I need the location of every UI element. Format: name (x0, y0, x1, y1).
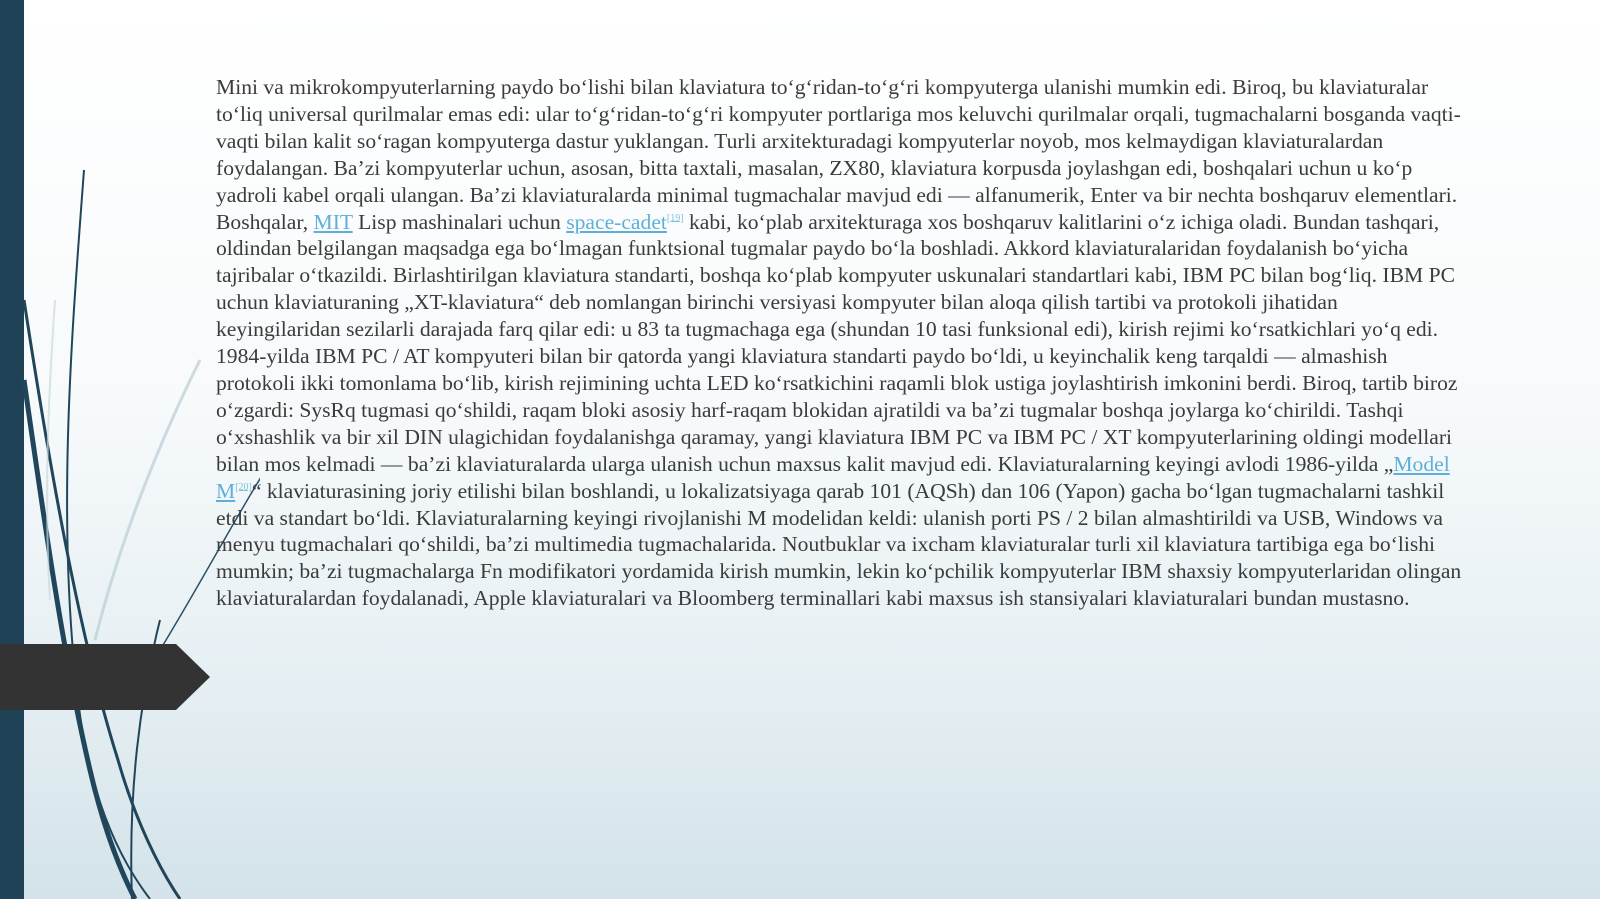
hyperlink[interactable]: Model M (216, 451, 1450, 503)
text-run: Mini va mikrokompyuterlarning paydo bo‘lishi bilan klaviatura to‘g‘ridan-to‘g‘ri kompyuterga ulanishi mumkin edi. Biroq, bu klaviaturalar to‘liq universal qurilmalar emas edi: ular to‘g‘ridan-to‘g‘ri kompyuter portlariga mos keluvchi qurilmalar orqali, tugmachalarni bosganda vaqti-vaqti bilan kalit so‘ragan kompyuterga dastur yuklangan. Turli arxitekturadagi kompyuterlar noyob, mos kelmaydigan klaviaturalardan foydalangan. Ba’zi kompyuterlar uchun, asosan, bitta taxtali, masalan, ZX80, klaviatura korpusda joylashgan edi, boshqalari uchun u ko‘p yadroli kabel orqali ulangan. Ba’zi klaviaturalarda minimal tugmachalar mavjud edi — alfanumerik, Enter va bir nechta boshqaruv elementlari. Boshqalar, (216, 75, 1461, 234)
text-run: Lisp mashinalari uchun (352, 209, 567, 234)
arrow-shape (0, 644, 210, 710)
reference-marker[interactable]: [20] (235, 481, 252, 493)
slide-body-text (216, 74, 1466, 612)
reference-marker[interactable]: [19] (666, 212, 684, 224)
text-run: “ klaviaturasining joriy etilishi bilan boshlandi, u lokalizatsiyaga qarab 101 (AQSh) dan 106 (Yapon) gacha bo‘lgan tugmachalarni tashkil etdi va standart bo‘ldi. Klaviaturalarning keyingi rivojlanishi M modelidan keldi: ulanish porti PS / 2 bilan almashtirildi va USB, Windows va menyu tugmachalari qo‘shildi, ba’zi multimedia tugmachalarida. Noutbuklar va ixcham klaviaturalar turli xil klaviatura tartibiga ega bo‘lishi mumkin; ba’zi tugmachalarga Fn modifikatori yordamida kirish mumkin, lekin ko‘pchilik kompyuterlar IBM shaxsiy kompyuterlaridan olingan klaviaturalardan foydalanadi, Apple klaviaturalari va Bloomberg terminallari kabi maxsus ish stansiyalari klaviaturalari bundan mustasno. (216, 478, 1462, 611)
text-run: kabi, ko‘plab arxitekturaga xos boshqaruv kalitlarini o‘z ichiga oladi. Bundan tashqari, oldindan belgilangan maqsadga ega bo‘lmagan funktsional tugmalar paydo bo‘la boshladi. Akkord klaviaturalaridan foydalanish bo‘yicha tajribalar o‘tkazildi. Birlashtirilgan klaviatura standarti, boshqa ko‘plab kompyuter uskunalari standartlari kabi, IBM PC bilan bog‘liq. IBM PC uchun klaviaturaning „XT-klaviatura“ deb nomlangan birinchi versiyasi kompyuter bilan aloqa qilish tartibi va protokoli jihatidan keyingilaridan sezilarli darajada farq qilar edi: u 83 ta tugmachaga ega (shundan 10 tasi funksional edi), kirish rejimi ko‘rsatkichlari yo‘q edi. 1984-yilda IBM PC / AT kompyuteri bilan bir qatorda yangi klaviatura standarti paydo bo‘ldi, u keyinchalik keng tarqaldi — almashish protokoli ikki tomonlama bo‘lib, kirish rejimining uchta LED ko‘rsatkichini raqamli blok ustiga joylashtirish imkonini berdi. Biroq, tartib biroz o‘zgardi: SysRq tugmasi qo‘shildi, raqam bloki asosiy harf-raqam blokidan ajratildi va ba’zi tugmalar boshqa joylarga ko‘chirildi. Tashqi o‘xshashlik va bir xil DIN ulagichidan foydalanishga qaramay, yangi klaviatura IBM PC va IBM PC / XT kompyuterlarining oldingi modellari bilan mos kelmadi — ba’zi klaviaturalarda ularga ulanish uchun maxsus kalit mavjud edi. Klaviaturalarning keyingi avlodi 1986-yilda „ (216, 209, 1458, 476)
hyperlink[interactable]: space-cadet (566, 209, 667, 234)
hyperlink[interactable]: MIT (313, 209, 353, 234)
